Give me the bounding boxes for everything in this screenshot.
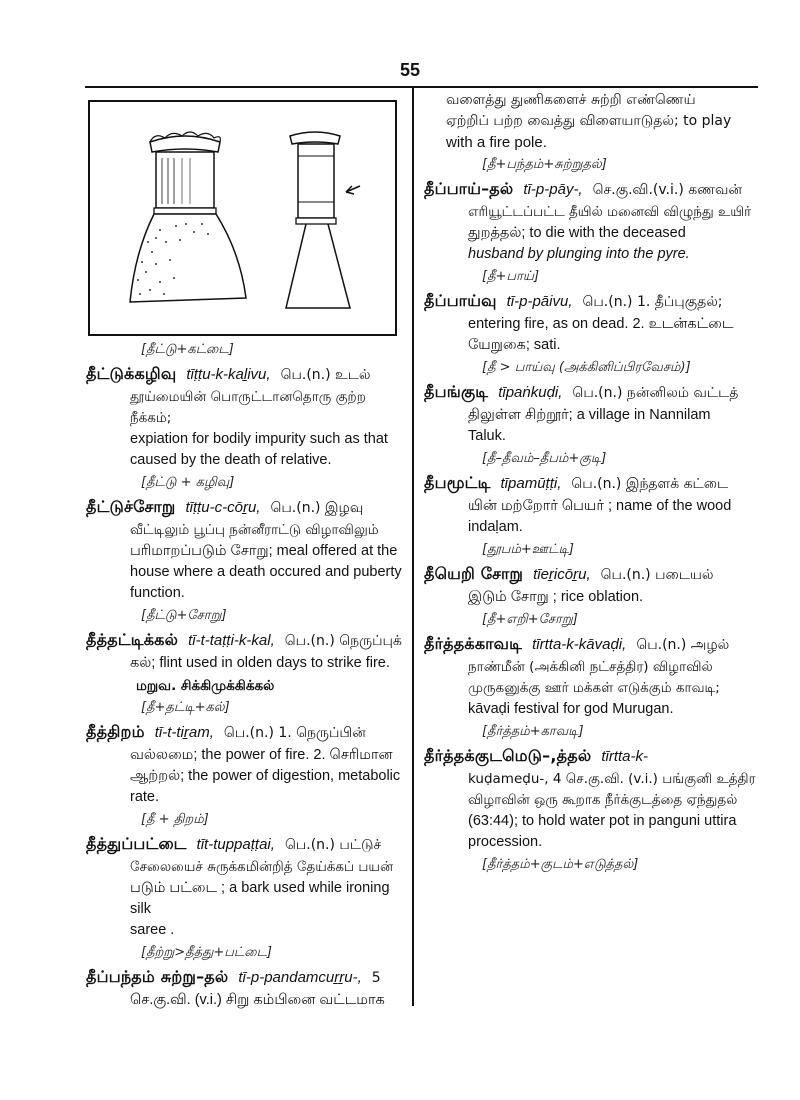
- definition-line: caused by the death of relative.: [130, 452, 332, 468]
- definition-line: indaḷam.: [468, 519, 523, 535]
- etymology-source: [தீர்த்தம்+காவடி]: [482, 724, 584, 739]
- definition-line: procession.: [468, 834, 543, 850]
- synonym-note: மறுவ. சிக்கிமுக்கிக்கல்: [136, 678, 275, 694]
- entry-teettukkazhivu: [86, 362, 402, 491]
- etymology-source: [தீர்த்தம்+குடம்+எடுத்தல்]: [482, 857, 639, 872]
- definition-line: husband by plunging into the pyre.: [468, 246, 690, 262]
- transliteration: tīpaṅkuḍi,: [498, 384, 563, 401]
- column-divider: [412, 86, 414, 1006]
- page-number: 55: [399, 60, 421, 80]
- definition-line: rate.: [130, 789, 160, 805]
- definition-line: ஆற்றல்; the power of digestion, metabolic: [130, 768, 401, 784]
- illustration-figure: [88, 100, 397, 336]
- entry-theerthakkaavadi: [424, 632, 768, 740]
- torch-stick-illustration: [90, 102, 395, 334]
- headword: தீத்தட்டிக்கல்: [86, 630, 179, 649]
- part-of-speech: 5: [371, 970, 381, 986]
- transliteration: tī-t-taṭṭi-k-kal,: [188, 632, 275, 649]
- definition-line: (63:44); to hold water pot in panguni uttira: [468, 813, 737, 829]
- entry-theeppaaythal: [424, 177, 768, 285]
- part-of-speech: பெ.(n.) இழவு: [270, 500, 364, 516]
- continuation-line: with a fire pole.: [446, 134, 547, 151]
- headword: தீத்திறம்: [86, 722, 145, 741]
- etymology-source: [தீ+எறி+சோறு]: [482, 612, 578, 627]
- definition-line: தூய்மையின் பொருட்டானதொரு குற்ற நீக்கம்;: [130, 389, 366, 426]
- figure-source: [தீட்டு+கட்டை]: [141, 342, 234, 357]
- headword: தீட்டுச்சோறு: [86, 497, 176, 516]
- headword: தீப்பாய்–தல்: [424, 179, 514, 198]
- headword: தீபங்குடி: [424, 382, 489, 401]
- definition-line: நாண்மீன் (அக்கினி நட்சத்திர) விழாவில்: [468, 659, 713, 675]
- definition-line: வல்லமை; the power of fire. 2. செரிமான: [130, 747, 393, 763]
- definition-line: விழாவின் ஒரு கூறாக நீர்க்குடத்தை ஏந்துதல்: [468, 792, 738, 808]
- definition-line: Taluk.: [468, 428, 506, 444]
- entry-theepangudi: [424, 380, 768, 467]
- entry-theethuppattai: [86, 832, 402, 961]
- transliteration: tīt-tuppaṭṭai,: [196, 836, 275, 853]
- part-of-speech: பெ.(n.) அழல்: [636, 637, 730, 653]
- entry-teettuchchoru: [86, 495, 402, 624]
- definition-line: function.: [130, 585, 185, 601]
- definition-line: செ.கு.வி. (v.i.) சிறு கம்பினை வட்டமாக: [130, 992, 385, 1008]
- entry-theerthakkudamedu: [424, 744, 768, 873]
- definition-line: பரிமாறப்படும் சோறு; meal offered at the: [130, 543, 398, 559]
- part-of-speech: பெ.(n.) நெருப்புக்: [284, 633, 402, 649]
- etymology-source: [தீ+பந்தம்+சுற்றுதல்]: [482, 157, 607, 172]
- headword: தீயெறி சோறு: [424, 564, 524, 583]
- part-of-speech: செ.கு.வி.(v.i.) கணவன்: [592, 182, 743, 198]
- etymology-source: [தூபம்+ஊட்டி]: [482, 542, 574, 557]
- etymology-source: [தீ–தீவம்–தீபம்+குடி]: [482, 451, 607, 466]
- etymology-source: [தீற்று>தீத்து+பட்டை]: [141, 945, 272, 960]
- etymology-source: [தீ + திறம்]: [141, 812, 209, 827]
- left-column: [86, 92, 402, 1011]
- transliteration: tī-t-tiṟam,: [154, 724, 214, 741]
- part-of-speech: பெ.(n.) உடல்: [280, 367, 371, 383]
- headword: தீர்த்தக்குடமெடு–,த்தல்: [424, 746, 592, 765]
- transliteration: tīeṟicōṟu,: [533, 566, 591, 583]
- definition-line: kuḍameḍu-, 4 செ.கு.வி. (v.i.) பங்குனி உத்திர: [468, 771, 756, 787]
- part-of-speech: பெ.(n.) படையல்: [600, 567, 714, 583]
- entry-theepamootti: [424, 471, 768, 558]
- part-of-speech: பெ.(n.) 1. நெருப்பின்: [223, 725, 366, 741]
- transliteration: tīṭṭu-c-cōṟu,: [185, 499, 261, 516]
- transliteration: tīṭṭu-k-kaḻivu,: [186, 366, 271, 383]
- definition-line: படும் பட்டை ; a bark used while ironing silk: [130, 880, 390, 917]
- headword: தீர்த்தக்காவடி: [424, 634, 523, 653]
- entry-theeppantham-sutruthal: [86, 965, 402, 1011]
- transliteration: tī-p-pāivu,: [506, 293, 573, 310]
- definition-line: entering fire, as on dead. 2. உடன்கட்டை: [468, 316, 734, 332]
- entry-theethiram: [86, 720, 402, 828]
- part-of-speech: பெ.(n.) நன்னிலம் வட்டத்: [572, 385, 739, 401]
- etymology-source: [தீ+பாய்]: [482, 269, 540, 284]
- part-of-speech: பெ.(n.) 1. தீப்புகுதல்;: [582, 294, 723, 310]
- definition-line: கல்; flint used in olden days to strike fire.: [130, 655, 390, 671]
- transliteration: tīrtta-k-: [601, 748, 649, 765]
- transliteration: tīrtta-k-kāvaḍi,: [532, 636, 627, 653]
- transliteration: tī-p-pandamcuṟṟu-,: [238, 969, 362, 986]
- definition-line: எரியூட்டப்பட்ட தீயில் மனைவி விழுந்து உயிர்: [468, 204, 752, 220]
- headword: தீப்பாய்வு: [424, 291, 497, 310]
- definition-line: saree .: [130, 922, 175, 938]
- transliteration: tīpamūṭṭi,: [500, 475, 562, 492]
- headword: தீட்டுக்கழிவு: [86, 364, 177, 383]
- right-column: [424, 90, 768, 877]
- definition-line: expiation for bodily impurity such as that: [130, 431, 388, 447]
- entry-theeppaayvu: [424, 289, 768, 376]
- etymology-source: [தீட்டு + கழிவு]: [141, 475, 235, 490]
- definition-line: யேறுகை; sati.: [468, 337, 561, 353]
- definition-line: யின் மற்றோர் பெயர் ; name of the wood: [468, 498, 732, 514]
- continuation-line: வளைத்து துணிகளைச் சுற்றி எண்ணெய்: [446, 92, 696, 108]
- transliteration: tī-p-pāy-,: [523, 181, 583, 198]
- headword: தீத்துப்பட்டை: [86, 834, 187, 853]
- definition-line: வீட்டிலும் பூப்பு நன்னீராட்டு விழாவிலும்: [130, 522, 379, 538]
- headword: தீபமூட்டி: [424, 473, 491, 492]
- entry-theeyeri-soru: [424, 562, 768, 628]
- definition-line: சேலையைச் சுருக்கமின்றித் தேய்க்கப் பயன்: [130, 859, 394, 875]
- etymology-source: [தீ > பாய்வு (அக்கினிப்பிரவேசம்)]: [482, 360, 691, 375]
- definition-line: kāvaḍi festival for god Murugan.: [468, 701, 674, 717]
- part-of-speech: பெ.(n.) பட்டுச்: [284, 837, 382, 853]
- definition-line: முருகனுக்கு ஊர் மக்கள் எடுக்கும் காவடி;: [468, 680, 720, 696]
- etymology-source: [தீட்டு+சோறு]: [141, 608, 227, 623]
- headword: தீப்பந்தம் சுற்று–தல்: [86, 967, 229, 986]
- definition-line: house where a death occured and puberty: [130, 564, 402, 580]
- definition-line: இடும் சோறு ; rice oblation.: [468, 589, 644, 605]
- definition-line: துறத்தல்; to die with the deceased: [468, 225, 686, 241]
- part-of-speech: பெ.(n.) இந்தளக் கட்டை: [571, 476, 729, 492]
- continuation-line: ஏற்றிப் பற்ற வைத்து விளையாடுதல்; to play: [446, 113, 732, 129]
- etymology-source: [தீ+தட்டி+கல்]: [141, 700, 230, 715]
- top-rule: [85, 86, 758, 88]
- entry-theethattikkal: [86, 628, 402, 716]
- definition-line: திலுள்ள சிற்றூர்; a village in Nannilam: [468, 407, 711, 423]
